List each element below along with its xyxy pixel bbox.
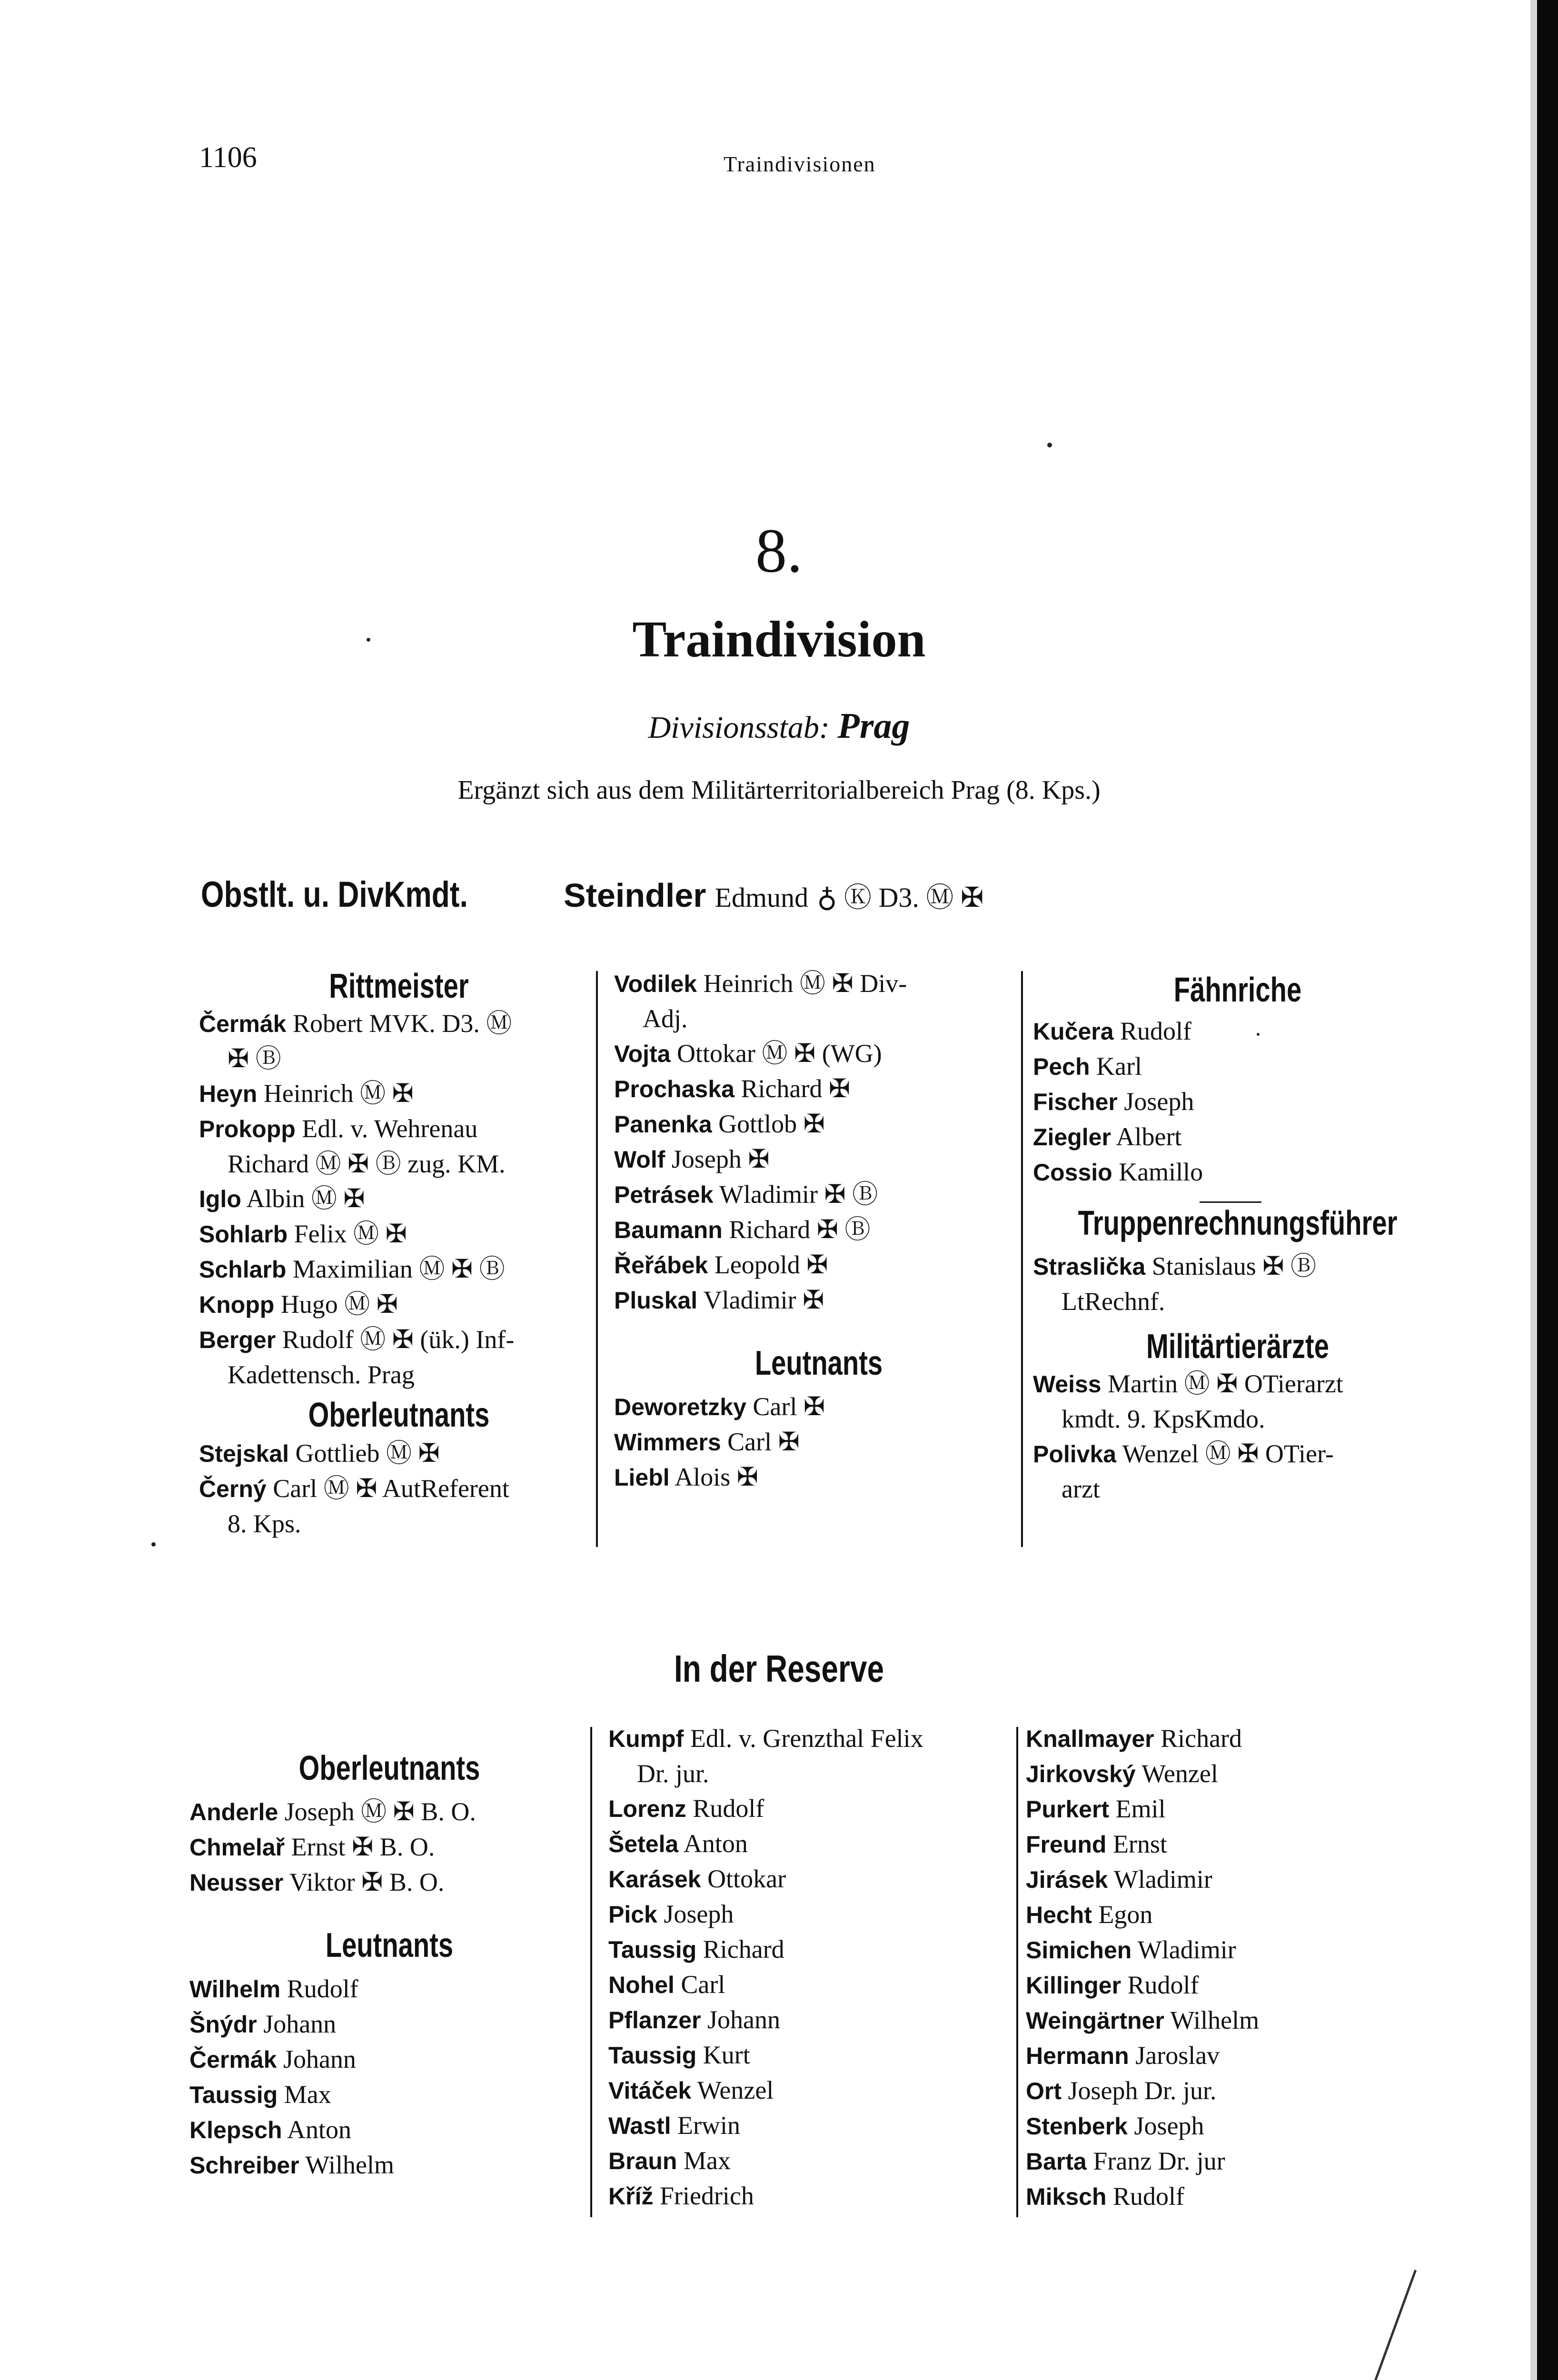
roster-surname: Nohel [608,1972,675,1998]
roster-surname: Jirásek [1026,1866,1108,1893]
roster-detail: Carl ✠ [753,1392,825,1421]
roster-entry [1026,1897,1440,1933]
roster-detail: Wilhelm [1170,2006,1260,2034]
roster-surname: Stejskal [199,1440,289,1467]
faehnriche-list [1033,1014,1442,1190]
roster-surname: Kumpf [608,1726,684,1752]
roster-detail: Wenzel [1141,1759,1218,1788]
roster-detail: Edl. v. Grenzthal Felix [690,1724,923,1753]
roster-surname: Barta [1026,2148,1087,2175]
roster-detail: Richard ✠ Ⓑ [729,1215,871,1244]
roster-surname: Cossio [1033,1159,1112,1186]
roster-detail: Carl Ⓜ ✠ AutReferent [273,1474,509,1503]
roster-surname: Hermann [1026,2043,1129,2069]
roster-surname: Killinger [1026,1972,1121,1999]
roster-surname: Wastl [608,2112,671,2139]
roster-entry [614,1036,1023,1071]
roster-surname: Prokopp [199,1116,296,1142]
roster-detail: Johann [263,2010,337,2038]
roster-entry [608,1897,1018,1932]
roster-surname: Pick [608,1901,657,1928]
roster-surname: Schreiber [189,2152,299,2179]
roster-entry [1026,1827,1440,1862]
roster-detail: ✠ Ⓑ [228,1044,281,1073]
scan-speck [1257,1033,1260,1036]
roster-entry [608,2073,1018,2108]
roster-detail: Kamillo [1119,1158,1203,1186]
roster-detail: Dr. jur. [637,1759,709,1788]
reserve-column-1 [189,1742,589,2183]
reserve-heading-oberleutnants: Oberleutnants [298,1749,480,1787]
roster-detail: Gottlob ✠ [718,1110,825,1138]
roster-detail: Rudolf [1127,1971,1199,1999]
roster-entry [1033,1472,1442,1507]
roster-detail: 8. Kps. [228,1509,301,1538]
roster-surname: Ort [1026,2078,1062,2104]
roster-detail: Carl [681,1970,725,1999]
roster-detail: Erwin [677,2111,740,2140]
running-title: Traindivisionen [724,152,876,176]
roster-detail: Wilhelm [305,2151,394,2179]
roster-surname: Sohlarb [199,1221,288,1248]
roster-entry [1033,1155,1442,1190]
reserve-list-3 [1026,1721,1440,2214]
roster-surname: Wimmers [614,1429,721,1456]
roster-surname: Knallmayer [1026,1726,1154,1752]
roster-entry [1026,1968,1440,2003]
roster-entry [1033,1284,1442,1319]
division-staff [0,705,1558,747]
roster-surname: Schlarb [199,1256,287,1283]
roster-surname: Vodilek [614,971,697,997]
roster-entry [614,1107,1023,1142]
roster-entry [614,1283,1023,1318]
column-divider [1016,1727,1018,2217]
roster-entry [199,1287,599,1322]
roster-entry [189,2112,589,2148]
roster-detail: Richard Ⓜ ✠ Ⓑ zug. KM. [228,1150,506,1178]
roster-surname: Karásek [608,1866,701,1893]
roster-surname: Ziegler [1033,1124,1111,1150]
roster-detail: Martin Ⓜ ✠ OTierarzt [1108,1369,1343,1398]
roster-detail: Emil [1115,1795,1166,1823]
roster-detail: Karl [1096,1052,1142,1081]
roster-entry [608,2003,1018,2038]
roster-detail: Stanislaus ✠ Ⓑ [1151,1252,1317,1280]
roster-entry [199,1471,599,1507]
roster-entry [608,1932,1018,1967]
roster-entry [1026,1721,1440,1756]
roster-detail: Anton [683,1829,748,1858]
roster-detail: Robert MVK. D3. Ⓜ [292,1009,512,1038]
heading-leutnants: Leutnants [754,1344,883,1382]
roster-surname: Knopp [199,1291,275,1318]
roster-entry [1033,1120,1442,1155]
roster-surname: Heyn [199,1081,258,1107]
roster-detail: Joseph [1134,2112,1204,2140]
roster-detail: Rudolf [287,1974,358,2003]
roster-entry [189,2042,589,2077]
roster-detail: Heinrich Ⓜ ✠ Div- [703,969,907,998]
roster-entry [189,1865,589,1900]
roster-detail: Alois ✠ [675,1463,758,1491]
page-number: 1106 [199,141,257,174]
roster-entry [199,1322,599,1358]
supplement-note: Ergänzt sich aus dem Militärterritorialbereich Prag (8. Kps.) [457,775,1101,805]
column-divider [590,1727,592,2217]
roster-detail: Rudolf Ⓜ ✠ (ük.) Inf- [282,1325,515,1354]
reserve-oberleutnants-list [189,1795,589,1900]
roster-entry [199,1358,599,1392]
active-column-1 [199,966,599,1541]
heading-truppenrechnungsfuehrer: Truppenrechnungsführer [1078,1204,1398,1242]
commander-line [201,874,983,915]
division-title: Traindivision [632,611,926,668]
roster-entry [608,1791,1018,1826]
militaertieraerzte-list [1033,1367,1442,1507]
roster-detail: Gottlieb Ⓜ ✠ [295,1439,440,1468]
heading-oberleutnants: Oberleutnants [308,1396,490,1434]
roster-detail: Johann [283,2045,356,2073]
roster-surname: Jirkovský [1026,1761,1136,1787]
roster-surname: Řeřábek [614,1252,708,1279]
truppenrechnungsfuehrer-list [1033,1249,1442,1319]
column-divider [1021,971,1023,1547]
roster-detail: Ottokar Ⓜ ✠ (WG) [677,1039,882,1068]
roster-entry [189,2077,589,2112]
commander-firstname: Edmund [714,882,809,913]
roster-entry [1033,1367,1442,1402]
roster-surname: Petrásek [614,1181,714,1208]
roster-surname: Deworetzky [614,1394,746,1420]
reserve-column-3 [1026,1721,1440,2214]
roster-detail: Joseph [1124,1087,1194,1116]
roster-detail: Max [284,2080,331,2109]
roster-detail: Joseph Dr. jur. [1068,2076,1217,2105]
oberleutnants-list [199,1436,599,1541]
roster-surname: Polivka [1033,1441,1117,1468]
roster-surname: Taussig [608,2042,697,2069]
staff-location: Prag [837,706,910,746]
roster-surname: Straslička [1033,1253,1146,1280]
roster-detail: Adj. [643,1004,688,1033]
roster-entry [199,1006,599,1041]
roster-surname: Vojta [614,1041,671,1067]
roster-detail: Heinrich Ⓜ ✠ [263,1079,414,1108]
roster-entry [614,966,1023,1002]
roster-surname: Freund [1026,1831,1107,1858]
roster-entry [1026,2179,1440,2214]
roster-detail: Albert [1116,1122,1182,1151]
short-rule [1200,1201,1261,1203]
roster-detail: Max [683,2146,731,2175]
roster-surname: Purkert [1026,1796,1110,1823]
roster-detail: Albin Ⓜ ✠ [246,1184,365,1213]
roster-entry [614,1389,1023,1425]
roster-detail: Franz Dr. jur [1093,2147,1225,2175]
staff-label: Divisionsstab: [648,710,830,745]
roster-surname: Pluskal [614,1287,698,1314]
roster-surname: Miksch [1026,2183,1107,2210]
roster-surname: Weingärtner [1026,2007,1164,2034]
commander-decorations: ♁ Ⓚ D3. Ⓜ ✠ [817,882,984,913]
reserve-column-2 [608,1721,1018,2214]
roster-detail: arzt [1062,1475,1100,1503]
roster-entry [1026,1792,1440,1827]
rittmeister-continued-list [614,966,1023,1318]
roster-detail: Joseph ✠ [671,1145,770,1173]
roster-surname: Anderle [189,1799,278,1825]
roster-entry [614,1177,1023,1212]
roster-entry [614,1248,1023,1283]
roster-detail: Johann [707,2005,780,2034]
roster-detail: Wladimir [1137,1935,1236,1964]
roster-surname: Klepsch [189,2117,282,2143]
roster-entry [1026,2109,1440,2144]
roster-detail: Egon [1098,1900,1153,1929]
roster-detail: LtRechnf. [1062,1287,1165,1316]
roster-entry [608,2143,1018,2179]
roster-entry [614,1460,1023,1495]
roster-surname: Šetela [608,1831,679,1857]
roster-entry [608,2038,1018,2073]
roster-detail: Felix Ⓜ ✠ [294,1220,407,1248]
heading-militaertieraerzte: Militärtierärzte [1146,1328,1329,1366]
active-column-2 [614,966,1023,1495]
roster-surname: Liebl [614,1464,670,1491]
roster-surname: Stenberk [1026,2113,1128,2140]
roster-entry [608,1721,1018,1756]
roster-entry [199,1217,599,1252]
roster-entry [1026,2003,1440,2038]
roster-entry [1026,2073,1440,2109]
roster-entry [1033,1402,1442,1437]
roster-surname: Iglo [199,1186,241,1212]
roster-entry [199,1111,599,1147]
roster-entry [199,1436,599,1471]
roster-entry [608,1756,1018,1791]
scan-speck [1047,443,1052,447]
roster-detail: Kadettensch. Prag [228,1360,415,1389]
roster-detail: Carl ✠ [727,1428,800,1456]
page-edge-shadow [1530,0,1537,2380]
roster-detail: Rudolf [1120,1017,1192,1045]
roster-surname: Berger [199,1327,276,1353]
roster-entry [614,1425,1023,1460]
roster-surname: Wilhelm [189,1976,281,2003]
roster-entry [614,1071,1023,1107]
roster-detail: Leopold ✠ [714,1250,828,1279]
roster-surname: Neusser [189,1869,284,1896]
roster-detail: Richard ✠ [741,1074,851,1103]
reserve-heading: In der Reserve [674,1647,884,1690]
roster-detail: Hugo Ⓜ ✠ [280,1290,398,1319]
rittmeister-list [199,1006,599,1392]
roster-detail: Wenzel Ⓜ ✠ OTier- [1122,1439,1334,1468]
roster-detail: Wladimir [1113,1865,1212,1894]
roster-entry [189,1830,589,1865]
roster-surname: Vitáček [608,2077,692,2104]
roster-entry [199,1181,599,1217]
roster-surname: Simichen [1026,1937,1132,1964]
roster-surname: Černý [199,1476,267,1502]
roster-detail: Maximilian Ⓜ ✠ Ⓑ [292,1255,505,1283]
roster-surname: Panenka [614,1111,712,1138]
roster-surname: Kučera [1033,1018,1114,1045]
roster-detail: Wladimir ✠ Ⓑ [719,1180,878,1209]
roster-entry [608,2108,1018,2143]
roster-detail: Edl. v. Wehrenau [302,1114,478,1143]
roster-entry [189,1795,589,1830]
roster-entry [1033,1049,1442,1084]
roster-detail: Anton [287,2115,352,2144]
roster-detail: Wenzel [697,2076,774,2104]
roster-surname: Chmelař [189,1834,285,1861]
roster-entry [199,1252,599,1287]
roster-entry [1033,1437,1442,1472]
roster-detail: Richard [1161,1724,1242,1753]
roster-entry [608,2179,1018,2214]
division-number: 8. [755,516,803,585]
roster-surname: Pech [1033,1053,1090,1080]
roster-surname: Pflanzer [608,2007,701,2033]
scan-speck [151,1542,156,1547]
roster-detail: Jaroslav [1135,2041,1220,2070]
roster-entry [189,2148,589,2183]
roster-detail: Richard [703,1935,784,1964]
roster-entry [608,1862,1018,1897]
roster-detail: Viktor ✠ B. O. [289,1868,445,1896]
heading-rittmeister: Rittmeister [329,967,469,1005]
roster-entry [1026,1933,1440,1968]
roster-surname: Taussig [189,2082,278,2108]
roster-surname: Braun [608,2148,677,2174]
roster-entry [608,1826,1018,1862]
roster-detail: kmdt. 9. KpsKmdo. [1062,1405,1265,1433]
roster-surname: Kříž [608,2183,654,2210]
roster-entry [614,1002,1023,1036]
roster-detail: Friedrich [659,2182,754,2210]
roster-detail: Ernst [1112,1830,1167,1858]
roster-detail: Ernst ✠ B. O. [291,1833,435,1861]
roster-entry [1026,1862,1440,1897]
roster-entry [1033,1014,1442,1049]
roster-entry [614,1212,1023,1248]
roster-surname: Taussig [608,1936,697,1963]
roster-surname: Fischer [1033,1089,1118,1115]
column-divider [596,971,598,1547]
roster-surname: Čermák [199,1011,287,1037]
roster-entry [1033,1249,1442,1284]
roster-surname: Wolf [614,1146,665,1173]
roster-surname: Baumann [614,1217,723,1243]
active-column-3 [1033,966,1442,1507]
heading-faehnriche: Fähnriche [1173,971,1302,1009]
roster-entry [608,1967,1018,2003]
roster-entry [189,2007,589,2042]
roster-surname: Čermák [189,2046,277,2073]
roster-detail: Rudolf [1113,2182,1185,2211]
commander-surname: Steindler [564,877,706,914]
scan-speck [367,638,370,642]
reserve-leutnants-list [189,1972,589,2183]
reserve-heading-leutnants: Leutnants [325,1926,454,1964]
roster-entry [1026,2144,1440,2179]
roster-surname: Lorenz [608,1795,686,1822]
scan-border [1537,0,1558,2380]
reserve-list-2 [608,1721,1018,2214]
roster-detail: Joseph [664,1900,734,1928]
roster-entry [199,1041,599,1076]
roster-entry [199,1507,599,1541]
roster-detail: Rudolf [693,1794,764,1823]
roster-surname: Prochaska [614,1076,734,1102]
roster-entry [1033,1084,1442,1120]
commander-rank: Obstlt. u. DivKmdt. [201,874,468,915]
leutnants-list [614,1389,1023,1495]
roster-entry [1026,2038,1440,2073]
roster-entry [189,1972,589,2007]
roster-surname: Hecht [1026,1902,1092,1928]
roster-detail: Kurt [703,2041,750,2069]
roster-entry [614,1142,1023,1177]
roster-detail: Ottokar [707,1864,786,1893]
roster-entry [1026,1756,1440,1792]
roster-surname: Šnýdr [189,2011,257,2038]
scan-scratch [1366,2270,1417,2380]
roster-detail: Joseph Ⓜ ✠ B. O. [284,1797,476,1826]
roster-detail: Vladimir ✠ [703,1286,824,1314]
roster-entry [199,1076,599,1111]
roster-surname: Weiss [1033,1371,1102,1398]
roster-entry [199,1147,599,1181]
